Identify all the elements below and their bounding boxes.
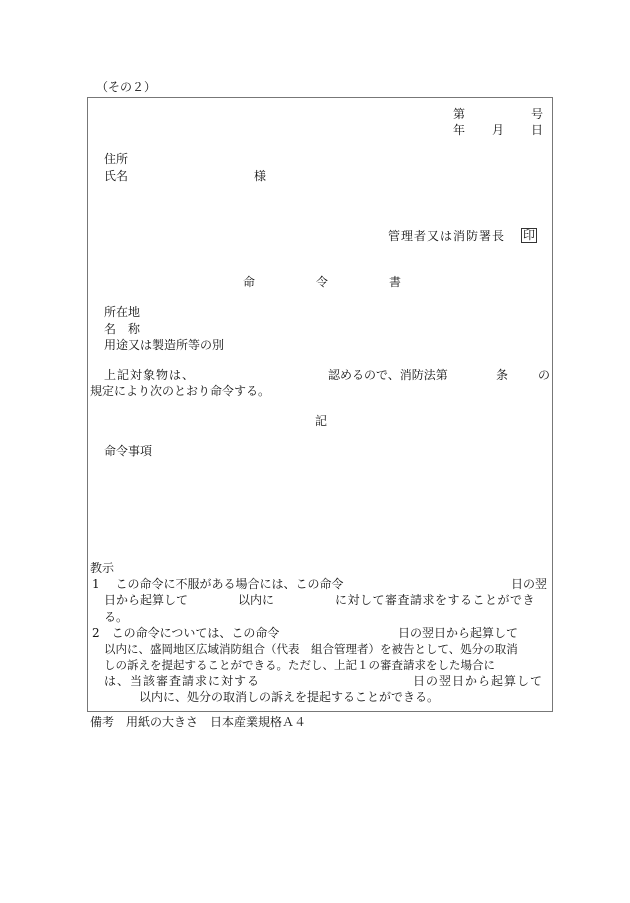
instruction-2e: は、当該審査請求に対する <box>104 674 261 688</box>
name-label: 氏名 <box>104 169 129 183</box>
instruction-2g: 以内に、処分の取消しの訴えを提起することができる。 <box>139 690 440 704</box>
issuer-title: 管理者又は消防署長 <box>388 229 506 243</box>
seal-mark: 印 <box>523 228 536 242</box>
instruction-1a: 1 この命令に不服がある場合には、この命令 <box>92 577 344 591</box>
body-line1-b: 認めるので、消防法第 <box>328 368 448 382</box>
instruction-1c: 日から起算して <box>104 593 189 607</box>
instruction-1e: に対して審査請求をすることができ <box>335 593 536 607</box>
instruction-2a: 2 この命令については、この命令 <box>92 626 280 640</box>
instruction-heading: 教示 <box>90 561 115 575</box>
instruction-2d: しの訴えを提起することができる。ただし、上記１の審査請求をした場合に <box>104 658 495 672</box>
instruction-2b: 日の翌日から起算して <box>398 626 519 640</box>
number-prefix: 第 <box>453 107 466 121</box>
location-label: 所在地 <box>104 305 141 319</box>
target-name-label: 名 称 <box>104 322 141 336</box>
instruction-2f: 日の翌日から起算して <box>413 674 544 688</box>
body-line1-c: 条 <box>496 368 509 382</box>
order-items-label: 命令事項 <box>104 444 153 458</box>
honorific: 様 <box>254 169 267 183</box>
instruction-1b: 日の翌 <box>511 577 548 591</box>
body-line2: 規定により次のとおり命令する。 <box>90 384 271 398</box>
remarks: 備考 用紙の大きさ 日本産業規格Ａ４ <box>90 715 307 729</box>
title-char-2: 令 <box>316 275 329 289</box>
date-month: 月 <box>492 123 505 137</box>
instruction-2c: 以内に、盛岡地区広域消防組合（代表 組合管理者）を被告として、処分の取消 <box>104 642 518 656</box>
instruction-1d: 以内に <box>238 593 275 607</box>
date-day: 日 <box>531 123 544 137</box>
body-line1-d: の <box>538 368 551 382</box>
number-suffix: 号 <box>531 107 544 121</box>
title-char-1: 命 <box>243 275 256 289</box>
address-label: 住所 <box>104 152 129 166</box>
title-char-3: 書 <box>389 275 402 289</box>
body-line1-a: 上記対象物は、 <box>104 368 196 382</box>
form-number: （その２） <box>96 80 157 94</box>
date-year: 年 <box>453 123 466 137</box>
ki-label: 記 <box>315 414 328 428</box>
document-frame <box>87 97 553 712</box>
usage-label: 用途又は製造所等の別 <box>104 338 225 352</box>
instruction-1f: る。 <box>104 610 129 624</box>
